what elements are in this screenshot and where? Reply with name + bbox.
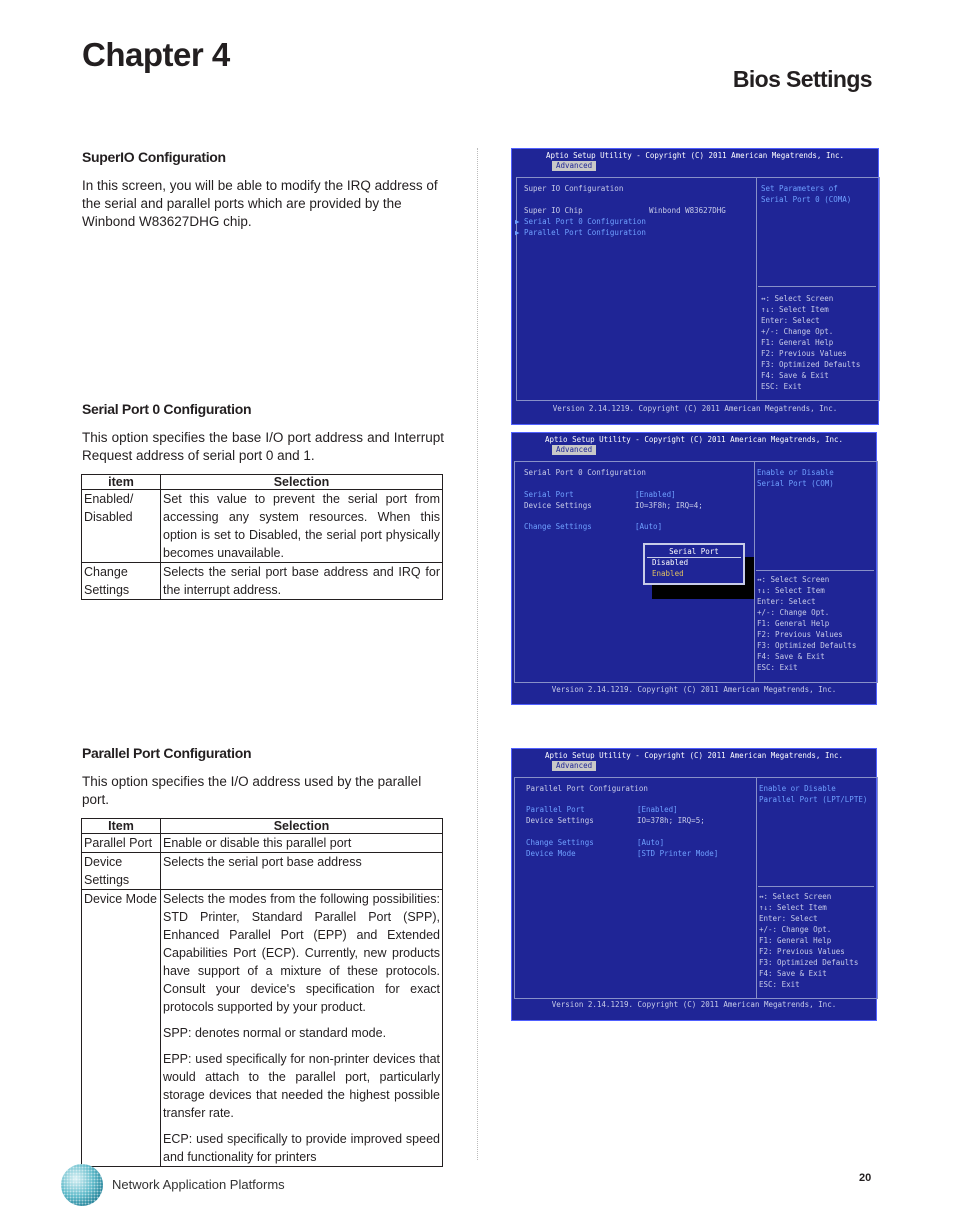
bios-header: Aptio Setup Utility - Copyright (C) 2011 American Megatrends, Inc. [544,435,843,444]
bios-device-settings-value: IO=378h; IRQ=5; [637,816,705,825]
bios-key-help: ↔: Select Screen [757,575,830,584]
bios-tab-advanced[interactable]: Advanced [552,761,596,771]
parallel-desc-mode [161,890,443,1167]
bios-screen-title: Super IO Configuration [524,184,624,193]
serial-section [82,401,444,465]
serial-table [81,474,443,600]
bios-key-help: ESC: Exit [757,663,798,672]
bios-key-help: F4: Save & Exit [761,371,829,380]
globe-logo-icon [60,1163,104,1207]
serial-item-change: Change Settings [82,563,161,600]
parallel-desc-settings: Selects the serial port base address [161,853,443,890]
bios-parallel-port-value[interactable]: [Enabled] [637,805,678,814]
mode-desc-epp: EPP: used specifically for non-printer devices that would attach to the parallel port, particularly storage devices that needed the highest possible transfer rate. [163,1052,440,1120]
bios-tab-advanced[interactable]: Advanced [552,161,596,171]
bios-device-settings-label: Device Settings [524,501,592,510]
bios-key-help: F3: Optimized Defaults [757,641,857,650]
bios-device-settings-value: IO=3F8h; IRQ=4; [635,501,703,510]
parallel-desc-port: Enable or disable this parallel port [161,834,443,853]
bios-change-settings-label[interactable]: Change Settings [524,522,592,531]
column-divider [477,148,478,1160]
bios-help-line: Serial Port (COM) [757,479,834,488]
bios-help-separator [758,286,876,287]
parallel-item-port: Parallel Port [82,834,161,853]
serial-desc-enabled: Set this value to prevent the serial port from accessing any system resources. When this option is set to Disabled, the serial port physically becomes unavailable. [161,490,443,563]
bios-key-help: F1: General Help [761,338,834,347]
bios-key-help: ↑↓: Select Item [761,305,829,314]
serial-heading: Serial Port 0 Configuration [82,401,252,417]
table-row [82,890,443,1167]
parallel-section [82,745,444,809]
bios-device-settings-label: Device Settings [526,816,594,825]
bios-change-settings-label[interactable]: Change Settings [526,838,594,847]
serial-desc-change: Selects the serial port base address and IRQ for the interrupt address. [161,563,443,600]
bios-header: Aptio Setup Utility - Copyright (C) 2011 American Megatrends, Inc. [545,151,844,160]
superio-text: In this screen, you will be able to modify the IRQ address of the serial and parallel ports which are provided by the Winbond W83627DHG chip. [82,178,438,229]
bios-key-help: F1: General Help [757,619,830,628]
bios-device-mode-value[interactable]: [STD Printer Mode] [637,849,719,858]
bios-help-separator [756,570,874,571]
bios-key-help: ↔: Select Screen [761,294,834,303]
bios-chip-value: Winbond W83627DHG [649,206,726,215]
bios-device-mode-label[interactable]: Device Mode [526,849,576,858]
bios-key-help: F2: Previous Values [761,349,847,358]
bios-popup-option-enabled[interactable]: Enabled [652,569,684,578]
bios-help-line: Parallel Port (LPT/LPTE) [759,795,868,804]
parallel-item-mode: Device Mode [82,890,161,1167]
table-row [82,834,443,853]
bios-chip-label: Super IO Chip [524,206,583,215]
bios-popup-serial-port[interactable] [643,543,745,585]
bios-key-help: +/-: Change Opt. [761,327,834,336]
bios-key-help: F4: Save & Exit [757,652,825,661]
bios-tab-advanced[interactable]: Advanced [552,445,596,455]
table-row [82,490,443,563]
bios-footer: Version 2.14.1219. Copyright (C) 2011 American Megatrends, Inc. [551,1000,837,1009]
parallel-table-header-selection: Selection [161,819,443,834]
bios-footer: Version 2.14.1219. Copyright (C) 2011 American Megatrends, Inc. [551,685,837,694]
parallel-table [81,818,443,1167]
section-title: Bios Settings [732,66,872,92]
mode-desc-ecp: ECP: used specifically to provide improved speed and functionality for printers [163,1132,440,1164]
bios-popup-option-disabled[interactable]: Disabled [652,558,689,567]
bios-key-help: +/-: Change Opt. [759,925,832,934]
mode-desc-paragraph: Selects the modes from the following possibilities: STD Printer, Standard Parallel Port (SPP), Enhanced Parallel Port (EPP) and Extended Capabilities Port (ECP). Currently, new products have support of a mixture of these protocols. Consult your device's specification for exact protocols supported by your product. [163,892,440,1014]
bios-key-help: ↑↓: Select Item [757,586,825,595]
bios-key-help: F3: Optimized Defaults [761,360,861,369]
bios-key-help: Enter: Select [757,597,816,606]
bios-serial-port-label[interactable]: Serial Port [524,490,574,499]
page-number: 20 [859,1172,872,1184]
bios-screen-title: Serial Port 0 Configuration [524,468,646,477]
bios-key-help: F2: Previous Values [757,630,843,639]
bios-key-help: F3: Optimized Defaults [759,958,859,967]
bios-key-help: +/-: Change Opt. [757,608,830,617]
bios-key-help: ESC: Exit [761,382,802,391]
mode-desc-spp: SPP: denotes normal or standard mode. [163,1026,387,1040]
bios-screen-serial [511,432,877,705]
bios-change-settings-value[interactable]: [Auto] [637,838,665,847]
bios-key-help: ↔: Select Screen [759,892,832,901]
bios-serial-port-value[interactable]: [Enabled] [635,490,676,499]
bios-header: Aptio Setup Utility - Copyright (C) 2011 American Megatrends, Inc. [544,751,843,760]
serial-item-enabled: Enabled/ Disabled [82,490,161,563]
bios-key-help: Enter: Select [761,316,820,325]
bios-help-line: Enable or Disable [757,468,834,477]
superio-section [82,149,444,231]
serial-table-header-item: item [82,475,161,490]
bios-menu-serial-port[interactable]: ▶ Serial Port 0 Configuration [515,217,646,226]
bios-screen-parallel [511,748,877,1021]
bios-key-help: ↑↓: Select Item [759,903,827,912]
bios-help-line: Enable or Disable [759,784,836,793]
table-row [82,563,443,600]
footer-text: Network Application Platforms [112,1177,285,1192]
bios-screen-title: Parallel Port Configuration [526,784,648,793]
parallel-heading: Parallel Port Configuration [82,745,252,761]
bios-menu-parallel-port[interactable]: ▶ Parallel Port Configuration [515,228,646,237]
bios-key-help: F4: Save & Exit [759,969,827,978]
serial-text: This option specifies the base I/O port address and Interrupt Request address of serial port 0 and 1. [82,430,444,463]
parallel-table-header-item: Item [82,819,161,834]
table-row [82,853,443,890]
bios-footer: Version 2.14.1219. Copyright (C) 2011 American Megatrends, Inc. [552,404,838,413]
bios-screen-superio [511,148,879,425]
bios-key-help: F2: Previous Values [759,947,845,956]
bios-help-line: Set Parameters of [761,184,838,193]
parallel-item-settings: Device Settings [82,853,161,890]
bios-key-help: Enter: Select [759,914,818,923]
chapter-title: Chapter 4 [82,36,230,73]
bios-key-help: ESC: Exit [759,980,800,989]
bios-key-help: F1: General Help [759,936,832,945]
bios-help-line: Serial Port 0 (COMA) [761,195,852,204]
serial-table-header-selection: Selection [161,475,443,490]
bios-parallel-port-label[interactable]: Parallel Port [526,805,585,814]
parallel-text: This option specifies the I/O address used by the parallel port. [82,774,422,807]
bios-popup-title: Serial Port [669,547,719,556]
superio-heading: SuperIO Configuration [82,149,226,165]
bios-change-settings-value[interactable]: [Auto] [635,522,663,531]
bios-help-separator [758,886,874,887]
